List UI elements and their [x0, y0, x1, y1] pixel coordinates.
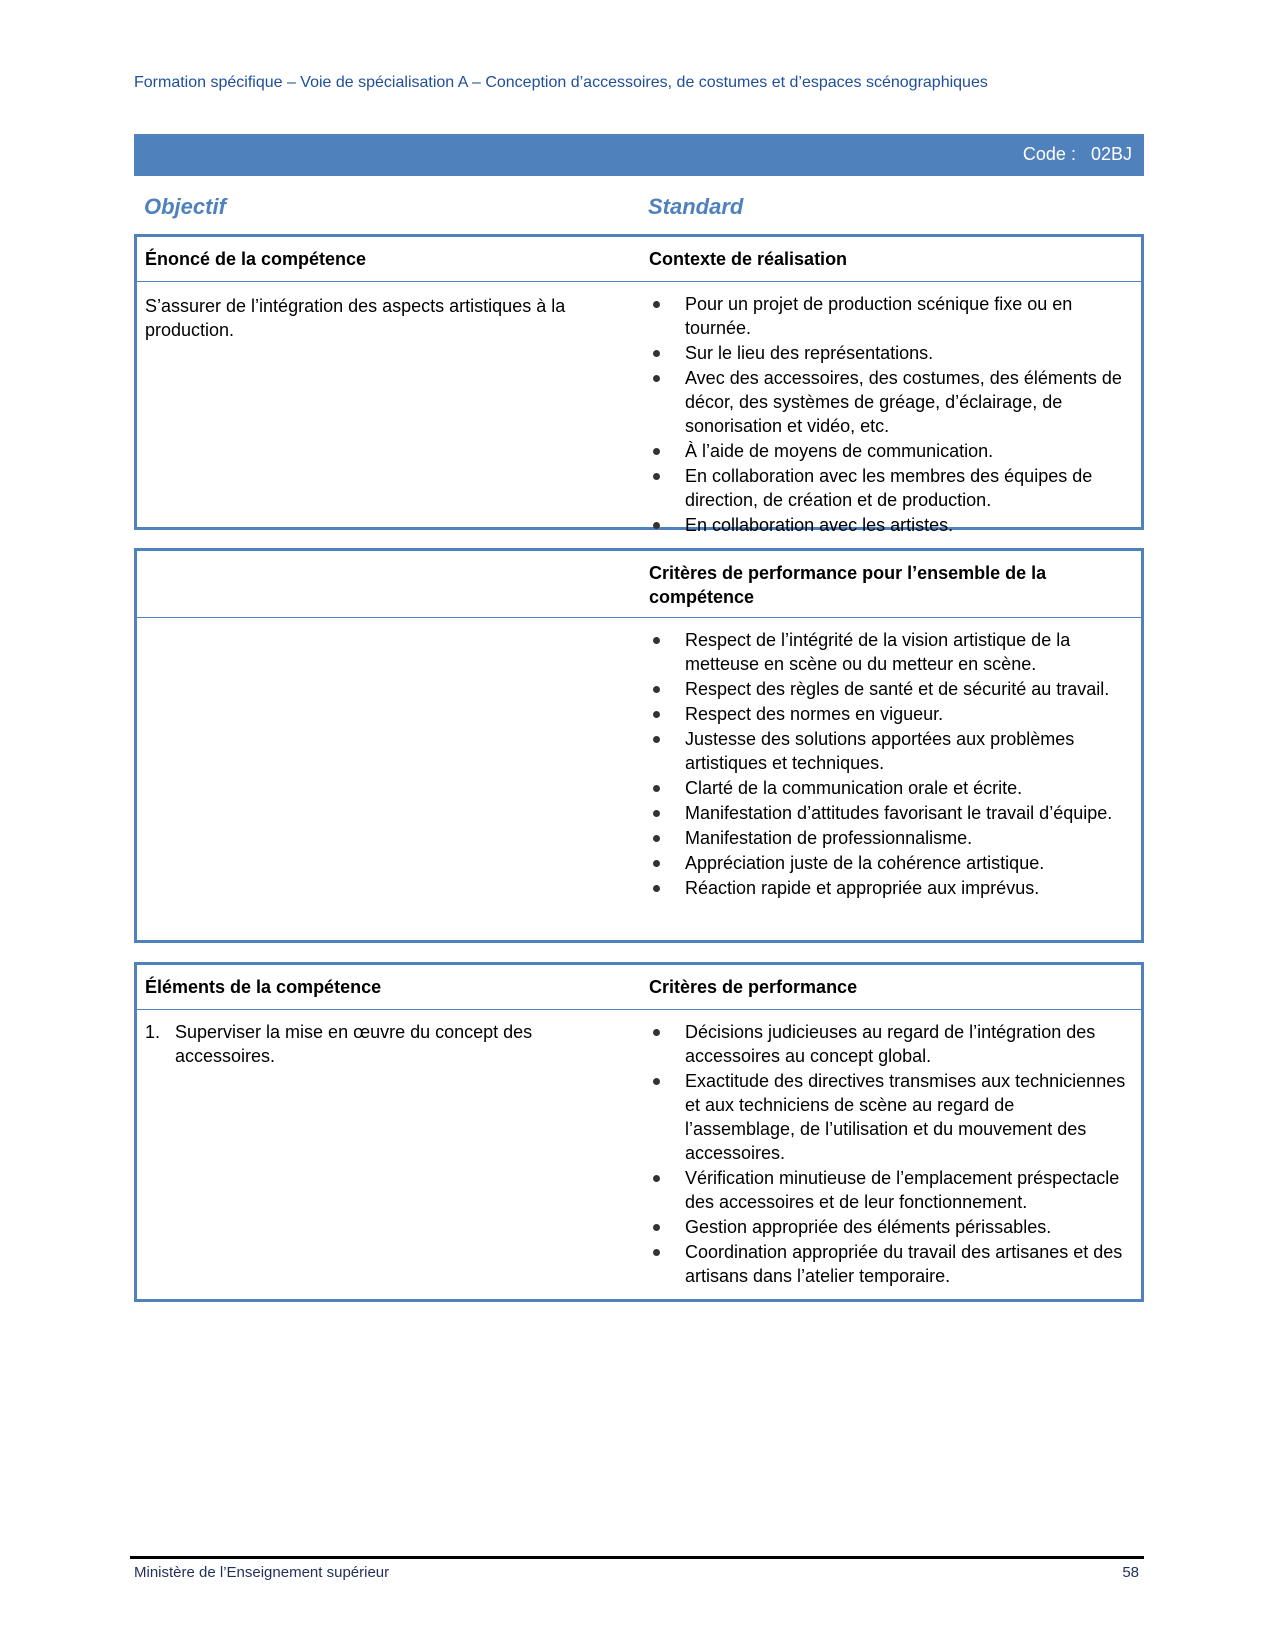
list-item: [649, 439, 1129, 463]
bullet-icon: [653, 1078, 660, 1085]
contexte-heading: Contexte de réalisation: [649, 249, 848, 269]
list-item-text: Décisions judicieuses au regard de l’intégration des accessoires au concept global.: [685, 1022, 1096, 1066]
bullet-icon: [653, 301, 660, 308]
bullet-icon: [653, 810, 660, 817]
bullet-icon: [653, 637, 660, 644]
standard-label: Standard: [648, 194, 744, 219]
list-item-text: Justesse des solutions apportées aux problèmes artistiques et techniques.: [685, 729, 1075, 773]
code-label: Code :: [1022, 144, 1076, 164]
criteres-ensemble-heading: Critères de performance pour l’ensemble de la compétence: [649, 563, 1047, 607]
footer-ministry: Ministère de l’Enseignement supérieur: [134, 1564, 390, 1581]
bullet-icon: [653, 785, 660, 792]
list-item-text: Appréciation juste de la cohérence artistique.: [685, 853, 1045, 873]
criteres-ensemble-box: [134, 548, 1144, 943]
list-item-text: Exactitude des directives transmises aux techniciennes et aux techniciens de scène au regard de l’assemblage, de l’utilisation et du mouvement des accessoires.: [685, 1071, 1126, 1163]
list-item: [649, 1240, 1129, 1288]
list-item: [649, 1020, 1129, 1068]
list-item: [649, 292, 1129, 340]
criteres-ensemble-list: [649, 628, 1129, 901]
list-item-text: Réaction rapide et appropriée aux imprévus.: [685, 878, 1040, 898]
bullet-icon: [653, 835, 660, 842]
list-item-text: En collaboration avec les artistes.: [685, 515, 954, 535]
bullet-icon: [653, 1224, 660, 1231]
list-item: [649, 1069, 1129, 1165]
list-item: [649, 1166, 1129, 1214]
elements-box: [134, 962, 1144, 1302]
bullet-icon: [653, 1029, 660, 1036]
list-item-text: Vérification minutieuse de l’emplacement préspectacle des accessoires et de leur fonctionnement.: [685, 1168, 1120, 1212]
elements-heading: Éléments de la compétence: [145, 977, 382, 997]
list-item: [649, 801, 1129, 825]
bullet-icon: [653, 448, 660, 455]
objectif-label: Objectif: [144, 194, 226, 219]
bullet-icon: [653, 375, 660, 382]
element-text: Superviser la mise en œuvre du concept des accessoires.: [175, 1022, 533, 1066]
list-item: [649, 727, 1129, 775]
bullet-icon: [653, 522, 660, 529]
list-item-text: Manifestation d’attitudes favorisant le travail d’équipe.: [685, 803, 1113, 823]
list-item: [649, 464, 1129, 512]
list-item: [649, 513, 1129, 537]
criteres-ensemble-header: [137, 551, 1141, 618]
list-item: [649, 1215, 1129, 1239]
list-item-text: Respect de l’intégrité de la vision artistique de la metteuse en scène ou du metteur en scène.: [685, 630, 1071, 674]
list-item: [649, 341, 1129, 365]
enonce-box-header: [137, 237, 1141, 282]
list-item: [649, 851, 1129, 875]
list-item-text: En collaboration avec les membres des équipes de direction, de création et de production.: [685, 466, 1093, 510]
list-item: [649, 876, 1129, 900]
criteres-list: [649, 1020, 1129, 1289]
element-number: 1.: [145, 1022, 161, 1042]
list-item-text: Sur le lieu des représentations.: [685, 343, 934, 363]
list-item: [649, 776, 1129, 800]
list-item: [649, 366, 1129, 438]
list-item: [649, 628, 1129, 676]
list-item-text: Avec des accessoires, des costumes, des éléments de décor, des systèmes de gréage, d’éclairage, de sonorisation et vidéo, etc.: [685, 368, 1122, 436]
bullet-icon: [653, 860, 660, 867]
bullet-icon: [653, 350, 660, 357]
bullet-icon: [653, 686, 660, 693]
list-item-text: Clarté de la communication orale et écrite.: [685, 778, 1023, 798]
bullet-icon: [653, 711, 660, 718]
competency-code: [1023, 144, 1132, 165]
footer-rule: [130, 1556, 1144, 1559]
list-item: [649, 677, 1129, 701]
code-value: 02BJ: [1090, 144, 1132, 164]
enonce-box: [134, 234, 1144, 535]
list-item-text: Respect des normes en vigueur.: [685, 704, 944, 724]
list-item-text: Manifestation de professionnalisme.: [685, 828, 973, 848]
list-item-text: Gestion appropriée des éléments périssables.: [685, 1217, 1052, 1237]
bullet-icon: [653, 473, 660, 480]
list-item-text: À l’aide de moyens de communication.: [685, 441, 994, 461]
list-item-text: Coordination appropriée du travail des artisanes et des artisans dans l’atelier temporaire.: [685, 1242, 1123, 1286]
list-item-text: Pour un projet de production scénique fixe ou en tournée.: [685, 294, 1073, 338]
element-item: [145, 1020, 615, 1068]
list-item-text: Respect des règles de santé et de sécurité au travail.: [685, 679, 1110, 699]
list-item: [649, 702, 1129, 726]
enonce-heading: Énoncé de la compétence: [145, 249, 367, 269]
criteres-heading: Critères de performance: [649, 977, 858, 997]
contexte-list: [649, 292, 1129, 538]
bullet-icon: [653, 885, 660, 892]
bullet-icon: [653, 1249, 660, 1256]
bullet-icon: [653, 1175, 660, 1182]
list-item: [649, 826, 1129, 850]
code-bar: [134, 134, 1144, 176]
bullet-icon: [653, 736, 660, 743]
elements-box-header: [137, 965, 1141, 1010]
page-number: 58: [1122, 1564, 1139, 1581]
running-header: Formation spécifique – Voie de spécialisation A – Conception d’accessoires, de costumes et d’espaces scénographiques: [134, 74, 988, 91]
enonce-text: S’assurer de l’intégration des aspects artistiques à la production.: [145, 296, 566, 340]
